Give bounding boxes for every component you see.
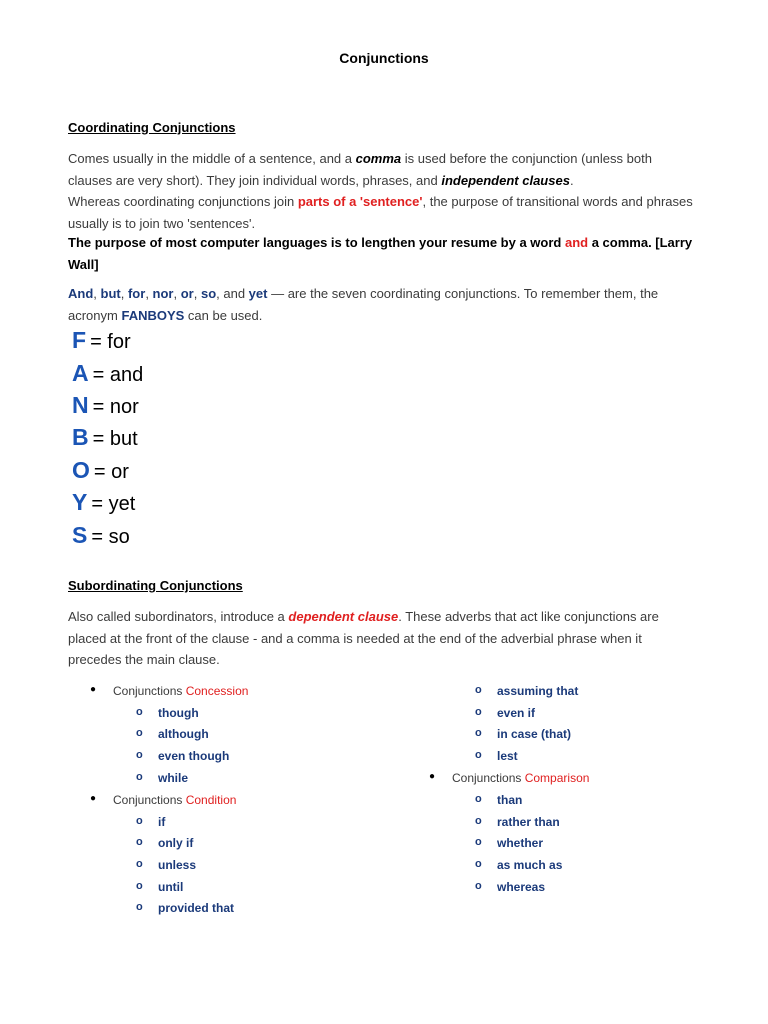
bullet-icon: ● (90, 793, 97, 804)
circle-bullet-icon: o (136, 901, 143, 913)
group-type: Concession (185, 684, 249, 698)
fanboys-line (72, 457, 129, 484)
sub-item (475, 880, 546, 894)
sub-item-text: until (158, 880, 184, 894)
sub-item (136, 858, 197, 872)
sub-item-text: in case (that) (497, 727, 572, 741)
circle-bullet-icon: o (475, 727, 482, 739)
sub-item-text: if (158, 815, 166, 829)
text-run: a comma. [Larry Wall] (68, 235, 693, 272)
fanboys-text: = yet (91, 493, 136, 515)
text-run: The purpose of most computer languages is to lengthen your resume by a word (68, 235, 565, 250)
coordinating-paragraph-3 (68, 283, 698, 326)
bullet-icon: ● (429, 771, 436, 782)
sub-item-text: whether (497, 836, 544, 850)
list-item-concession (90, 684, 249, 698)
emphasis-independent-clauses: independent clauses (441, 172, 570, 188)
sub-item (136, 901, 235, 915)
text-run: is used before the conjunction (unless both clauses are very short). They join individual words, phrases, and (68, 151, 652, 188)
fanboys-line (72, 522, 130, 549)
conj-so: so (200, 286, 217, 301)
text-run: can be used. (184, 307, 263, 323)
sep: , (145, 286, 153, 301)
fanboys-text: = for (90, 331, 131, 353)
sep: , and (216, 286, 249, 301)
circle-bullet-icon: o (475, 836, 482, 848)
text-run: , the purpose of transitional words and phrases usually is to join two 'sentences'. (68, 194, 693, 231)
sub-item-text: only if (158, 836, 194, 850)
sub-item-text: while (158, 771, 189, 785)
coordinating-paragraph-1 (68, 148, 698, 191)
group-type: Comparison (524, 771, 590, 785)
sub-item-text: even if (497, 706, 536, 720)
group-prefix: Conjunctions (113, 684, 186, 698)
sub-item-text: unless (158, 858, 197, 872)
sub-item-text: although (158, 727, 209, 741)
sub-item-text: whereas (497, 880, 546, 894)
sub-item (475, 706, 536, 720)
circle-bullet-icon: o (136, 880, 143, 892)
sub-item (475, 858, 563, 872)
emphasis-comma: comma (355, 151, 402, 166)
conj-nor: nor (152, 286, 174, 301)
emphasis-parts-of-sentence: parts of a 'sentence' (297, 194, 423, 209)
group-prefix: Conjunctions (113, 793, 186, 807)
conj-for: for (127, 286, 146, 301)
fanboys-line (72, 360, 143, 387)
section-heading-coordinating: Coordinating Conjunctions (68, 120, 236, 135)
text-run: Comes usually in the middle of a sentence, and a (68, 151, 356, 166)
conj-but: but (100, 286, 121, 301)
sub-item-text: rather than (497, 815, 560, 829)
circle-bullet-icon: o (136, 727, 143, 739)
circle-bullet-icon: o (136, 858, 143, 870)
sub-item (136, 706, 199, 720)
circle-bullet-icon: o (136, 836, 143, 848)
sub-item-text: lest (497, 749, 518, 763)
circle-bullet-icon: o (475, 793, 482, 805)
sep: , (173, 286, 181, 301)
sub-item-text: than (497, 793, 523, 807)
list-item-condition (90, 793, 237, 807)
quote-paragraph (68, 232, 698, 275)
sep: , (193, 286, 201, 301)
section-heading-subordinating: Subordinating Conjunctions (68, 578, 243, 593)
group-type: Condition (185, 793, 237, 807)
fanboys-text: = but (92, 428, 138, 450)
circle-bullet-icon: o (136, 771, 143, 783)
circle-bullet-icon: o (136, 815, 143, 827)
sub-item-text: though (158, 706, 199, 720)
subordinating-paragraph (68, 606, 698, 671)
sep: , (120, 286, 128, 301)
fanboys-letter: Y (72, 489, 88, 515)
fanboys-letter: B (72, 424, 89, 450)
fanboys-letter: S (72, 522, 88, 548)
sub-item (475, 836, 544, 850)
sub-item-text: as much as (497, 858, 563, 872)
text-run: — are the seven coordinating conjunctions. To remember them, the acronym (68, 286, 659, 323)
sub-item (136, 749, 230, 763)
fanboys-text: = and (92, 364, 144, 386)
fanboys-text: = so (91, 526, 130, 548)
fanboys-line (72, 327, 131, 354)
emphasis-and: and (564, 235, 589, 250)
sub-item (136, 771, 189, 785)
emphasis-dependent-clause: dependent clause (288, 609, 399, 624)
circle-bullet-icon: o (475, 880, 482, 892)
fanboys-text: = or (93, 461, 129, 483)
page-title: Conjunctions (339, 50, 429, 66)
fanboys-letter: F (72, 327, 87, 353)
sub-item (136, 815, 166, 829)
text-run: . (569, 172, 574, 188)
fanboys-text: = nor (92, 396, 139, 418)
sub-item-text: assuming that (497, 684, 579, 698)
circle-bullet-icon: o (475, 858, 482, 870)
text-run: Also called subordinators, introduce a (68, 609, 289, 624)
sub-item (136, 727, 209, 741)
circle-bullet-icon: o (136, 749, 143, 761)
group-prefix: Conjunctions (452, 771, 525, 785)
circle-bullet-icon: o (475, 706, 482, 718)
sub-item (475, 684, 579, 698)
conj-yet: yet (248, 286, 268, 301)
circle-bullet-icon: o (475, 749, 482, 761)
sep: , (93, 286, 101, 301)
fanboys-letter: O (72, 457, 90, 483)
coordinating-paragraph-2 (68, 191, 698, 234)
sub-item (475, 815, 560, 829)
conj-or: or (180, 286, 194, 301)
fanboys-line (72, 424, 138, 451)
acronym-fanboys: FANBOYS (121, 307, 185, 323)
sub-item-text: provided that (158, 901, 235, 915)
list-item-comparison (429, 771, 590, 785)
sub-item (475, 727, 572, 741)
circle-bullet-icon: o (475, 815, 482, 827)
sub-item (136, 880, 184, 894)
text-run: Whereas coordinating conjunctions join (68, 194, 298, 209)
fanboys-letter: A (72, 360, 89, 386)
bullet-icon: ● (90, 684, 97, 695)
fanboys-line (72, 392, 139, 419)
circle-bullet-icon: o (475, 684, 482, 696)
fanboys-letter: N (72, 392, 89, 418)
fanboys-line (72, 489, 135, 516)
conj-and: And (68, 286, 94, 301)
sub-item (475, 793, 523, 807)
sub-item-text: even though (158, 749, 230, 763)
sub-item (136, 836, 194, 850)
circle-bullet-icon: o (136, 706, 143, 718)
sub-item (475, 749, 518, 763)
text-run: . These adverbs that act like conjunctions are placed at the front of the clause - and a comma is needed at the end of the adverbial phrase when it precedes the main clause. (68, 609, 659, 668)
